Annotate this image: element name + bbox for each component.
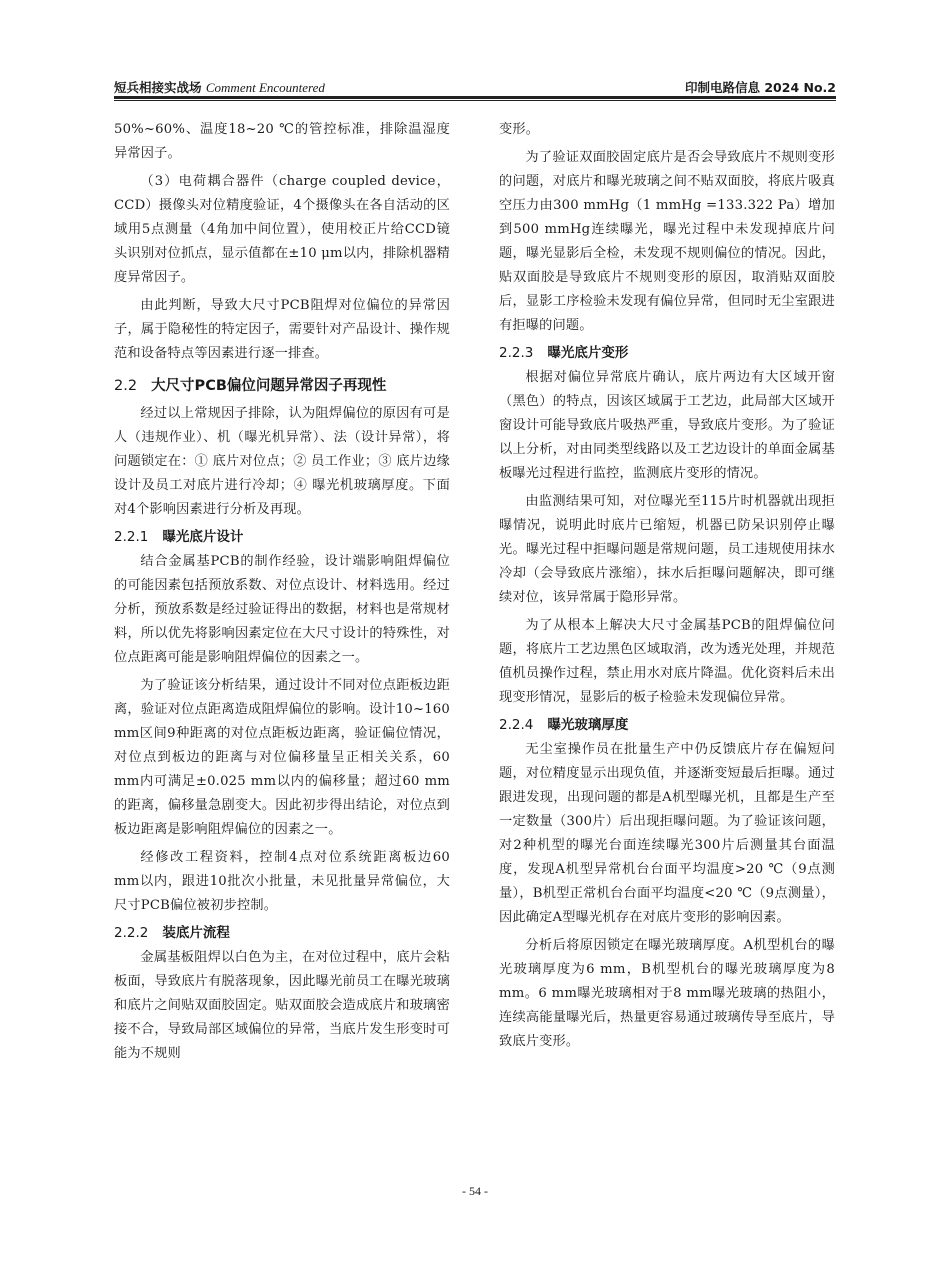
header-column-en: Comment Encountered: [205, 80, 325, 95]
section-title: 大尺寸PCB偏位问题异常因子再现性: [151, 378, 387, 394]
subsection-title: 装底片流程: [162, 925, 230, 941]
paragraph: 分析后将原因锁定在曝光玻璃厚度。A机型机台的曝光玻璃厚度为6 mm，B机型机台的曝光玻璃厚度为8 mm。6 mm曝光玻璃相对于8 mm曝光玻璃的热阻小，连续高能量曝光后，热量更容易通过玻璃传导至底片，导致底片变形。: [499, 938, 835, 1049]
subsection-title: 曝光底片设计: [162, 529, 244, 545]
subsection-title: 曝光底片变形: [547, 345, 629, 361]
paragraph: 经过以上常规因子排除，认为阻焊偏位的原因有可是人（违规作业）、机（曝光机异常）、法（设计异常），将问题锁定在：① 底片对位点；② 员工作业；③ 底片边缘设计及员工对底片进行冷却；④ 曝光机玻璃厚度。下面对4个影响因素进行分析及再现。: [114, 406, 450, 517]
left-column: [114, 118, 450, 1070]
header-journal-issue: 印制电路信息 2024 No.2: [685, 80, 836, 95]
subsection-number: 2.2.2: [114, 925, 149, 941]
paragraph: 结合金属基PCB的制作经验，设计端影响阻焊偏位的可能因素包括预放系数、对位点设计、材料选用。经过分析，预放系数是经过验证得出的数据，材料也是常规材料，所以优先将影响因素定位在大尺寸设计的特殊性，对位点距离可能是影响阻焊偏位的因素之一。: [114, 554, 450, 665]
subsection-number: 2.2.1: [114, 529, 149, 545]
paragraph: 金属基板阻焊以白色为主，在对位过程中，底片会粘板面，导致底片有脱落现象，因此曝光前员工在曝光玻璃和底片之间贴双面胶固定。贴双面胶会造成底片和玻璃密接不合，导致局部区域偏位的异常，当底片发生形变时可能为不规则: [114, 950, 450, 1061]
header-column-cn: 短兵相接实战场: [114, 80, 202, 95]
paragraph: （3）电荷耦合器件（charge coupled device，CCD）摄像头对位精度验证，4个摄像头在各自活动的区域用5点测量（4角加中间位置），使用校正片给CCD镜头识别对位抓点，显示值都在±10 μm以内，排除机器精度异常因子。: [114, 174, 450, 285]
subsection-heading-2-2-2: [114, 922, 450, 944]
page-number: - 54 -: [462, 1184, 488, 1198]
subsection-number: 2.2.3: [499, 345, 534, 361]
paragraph: 由监测结果可知，对位曝光至115片时机器就出现拒曝情况，说明此时底片已缩短，机器已防呆识别停止曝光。曝光过程中拒曝问题是常规问题，员工违规使用抹水冷却（会导致底片涨缩），抹水后拒曝问题解决，即可继续对位，该异常属于隐形异常。: [499, 494, 835, 605]
paragraph: 根据对偏位异常底片确认，底片两边有大区域开窗（黑色）的特点，因该区域属于工艺边，此局部大区域开窗设计可能导致底片吸热严重，导致底片变形。为了验证以上分析，对由同类型线路以及工艺边设计的单面金属基板曝光过程进行监控，监测底片变形的情况。: [499, 370, 835, 481]
paragraph: 经修改工程资料，控制4点对位系统距离板边60 mm以内，跟进10批次小批量，未见批量异常偏位，大尺寸PCB偏位被初步控制。: [114, 850, 450, 913]
paragraph: 无尘室操作员在批量生产中仍反馈底片存在偏短问题，对位精度显示出现负值，并逐渐变短最后拒曝。通过跟进发现，出现问题的都是A机型曝光机，且都是生产至一定数量（300片）后出现拒曝问题。为了验证该问题，对2种机型的曝光台面连续曝光300片后测量其台面温度，发现A机型异常机台台面平均温度>20 ℃（9点测量），B机型正常机台台面平均温度<20 ℃（9点测量），因此确定A型曝光机存在对底片变形的影响因素。: [499, 742, 835, 925]
subsection-title: 曝光玻璃厚度: [547, 717, 629, 733]
running-header: [114, 78, 836, 96]
subsection-heading-2-2-4: [499, 714, 835, 736]
paragraph: 为了从根本上解决大尺寸金属基PCB的阻焊偏位问题，将底片工艺边黑色区域取消，改为透光处理，并规范值机员操作过程，禁止用水对底片降温。优化资料后未出现变形情况，显影后的板子检验未发现偏位异常。: [499, 618, 835, 705]
right-column: [499, 118, 835, 1058]
paragraph: 50%~60%、温度18~20 ℃的管控标准，排除温湿度异常因子。: [114, 122, 450, 161]
subsection-heading-2-2-3: [499, 342, 835, 364]
header-column-name: [114, 78, 325, 96]
subsection-heading-2-2-1: [114, 526, 450, 548]
paragraph: 为了验证该分析结果，通过设计不同对位点距板边距离，验证对位点距离造成阻焊偏位的影响。设计10~160 mm区间9种距离的对位点距板边距离，验证偏位情况，对位点到板边的距离与对位偏移量呈正相关关系，60 mm内可满足±0.025 mm以内的偏移量；超过60 mm的距离，偏移量急剧变大。因此初步得出结论，对位点到板边距离是影响阻焊偏位的因素之一。: [114, 678, 450, 837]
paragraph: 变形。: [499, 122, 540, 137]
paragraph: 为了验证双面胶固定底片是否会导致底片不规则变形的问题，对底片和曝光玻璃之间不贴双面胶，将底片吸真空压力由300 mmHg（1 mmHg =133.322 Pa）增加到500 mmHg连续曝光，曝光过程中未发现掉底片问题，曝光显影后全检，未发现不规则偏位的情况。因此，贴双面胶是导致底片不规则变形的原因，取消贴双面胶后，显影工序检验未发现有偏位异常，但同时无尘室跟进有拒曝的问题。: [499, 150, 835, 333]
section-heading-2-2: [114, 374, 450, 398]
subsection-number: 2.2.4: [499, 717, 534, 733]
paragraph: 由此判断，导致大尺寸PCB阻焊对位偏位的异常因子，属于隐秘性的特定因子，需要针对产品设计、操作规范和设备特点等因素进行逐一排查。: [114, 298, 450, 361]
header-rule-thin: [114, 100, 836, 101]
header-rule-thick: [114, 96, 836, 99]
section-number: 2.2: [114, 378, 138, 394]
